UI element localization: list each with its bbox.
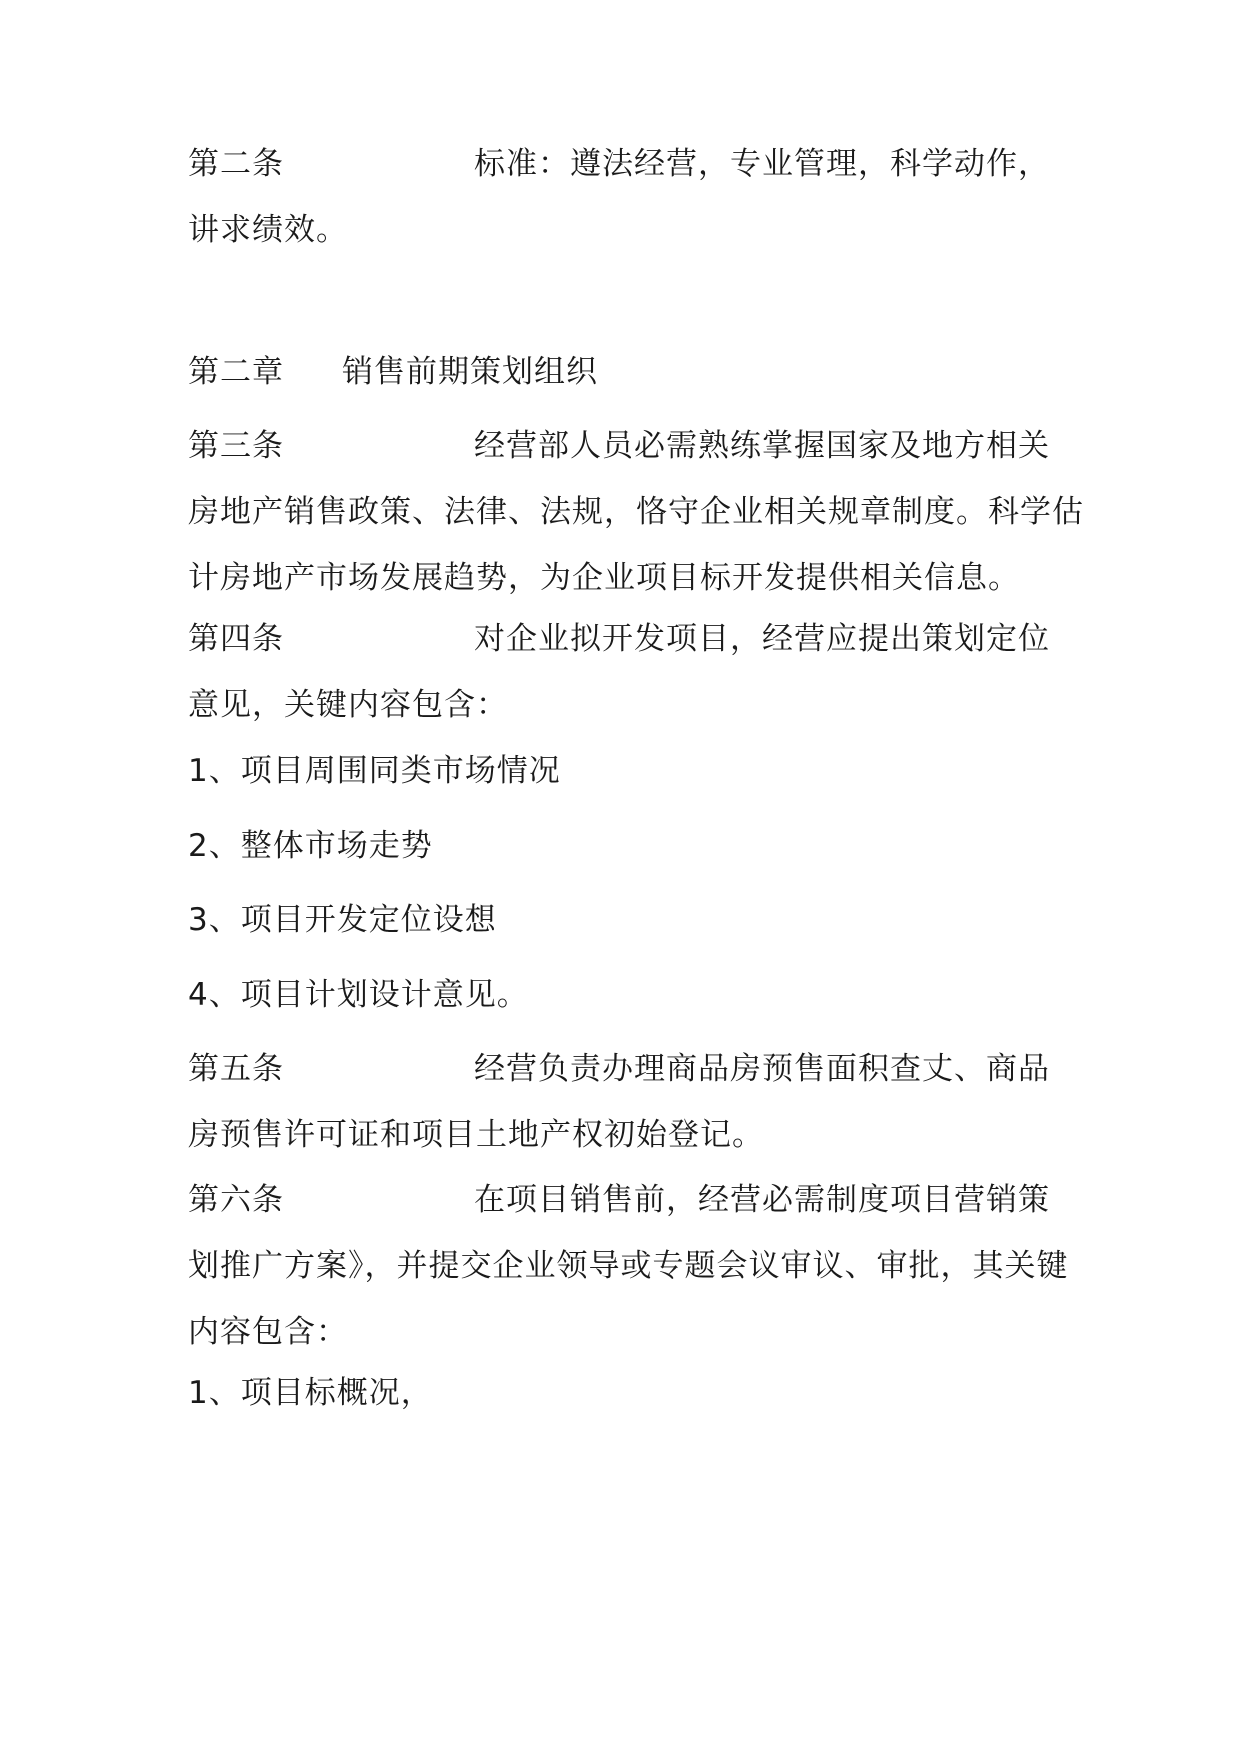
list-item-text: 3、项目开发定位设想 [188, 902, 497, 938]
article-text-rest: 划推广方案》，并提交企业领导或专题会议审议、审批，其关键内容包含： [188, 1248, 1069, 1350]
list-item [188, 962, 1088, 1028]
article-5 [188, 1036, 1088, 1168]
article-text-line1: 标准：遵法经营，专业管理，科学动作， [474, 146, 1050, 182]
article-label: 第六条 [188, 1182, 284, 1218]
article-label: 第四条 [188, 621, 284, 657]
article-6 [188, 1167, 1088, 1365]
article-text-rest: 意见，关键内容包含： [188, 687, 508, 723]
article-text-rest: 房地产销售政策、法律、法规，恪守企业相关规章制度。科学估计房地产市场发展趋势，为企业项目标开发提供相关信息。 [188, 494, 1084, 596]
chapter-2-heading [188, 339, 1088, 405]
list-item-text: 4、项目计划设计意见。 [188, 977, 529, 1013]
list-item [188, 1360, 1088, 1426]
chapter-title: 销售前期策划组织 [342, 354, 598, 390]
article-text-line1: 对企业拟开发项目，经营应提出策划定位 [474, 621, 1050, 657]
article-label: 第三条 [188, 428, 284, 464]
article-label: 第五条 [188, 1051, 284, 1087]
list-item [188, 887, 1088, 953]
list-item-text: 1、项目标概况， [188, 1375, 433, 1411]
chapter-label: 第二章 [188, 354, 284, 390]
article-2 [188, 131, 1088, 263]
article-text-rest: 房预售许可证和项目土地产权初始登记。 [188, 1117, 764, 1153]
list-item [188, 813, 1088, 879]
article-text-line1: 经营部人员必需熟练掌握国家及地方相关 [474, 428, 1050, 464]
article-text-line1: 在项目销售前，经营必需制度项目营销策 [474, 1182, 1050, 1218]
list-item-text: 2、整体市场走势 [188, 828, 433, 864]
article-4 [188, 606, 1088, 738]
article-label: 第二条 [188, 146, 284, 182]
article-text-rest: 讲求绩效。 [188, 212, 348, 248]
list-item [188, 738, 1088, 804]
article-text-line1: 经营负责办理商品房预售面积查丈、商品 [474, 1051, 1050, 1087]
list-item-text: 1、项目周围同类市场情况 [188, 753, 561, 789]
article-3 [188, 413, 1088, 611]
